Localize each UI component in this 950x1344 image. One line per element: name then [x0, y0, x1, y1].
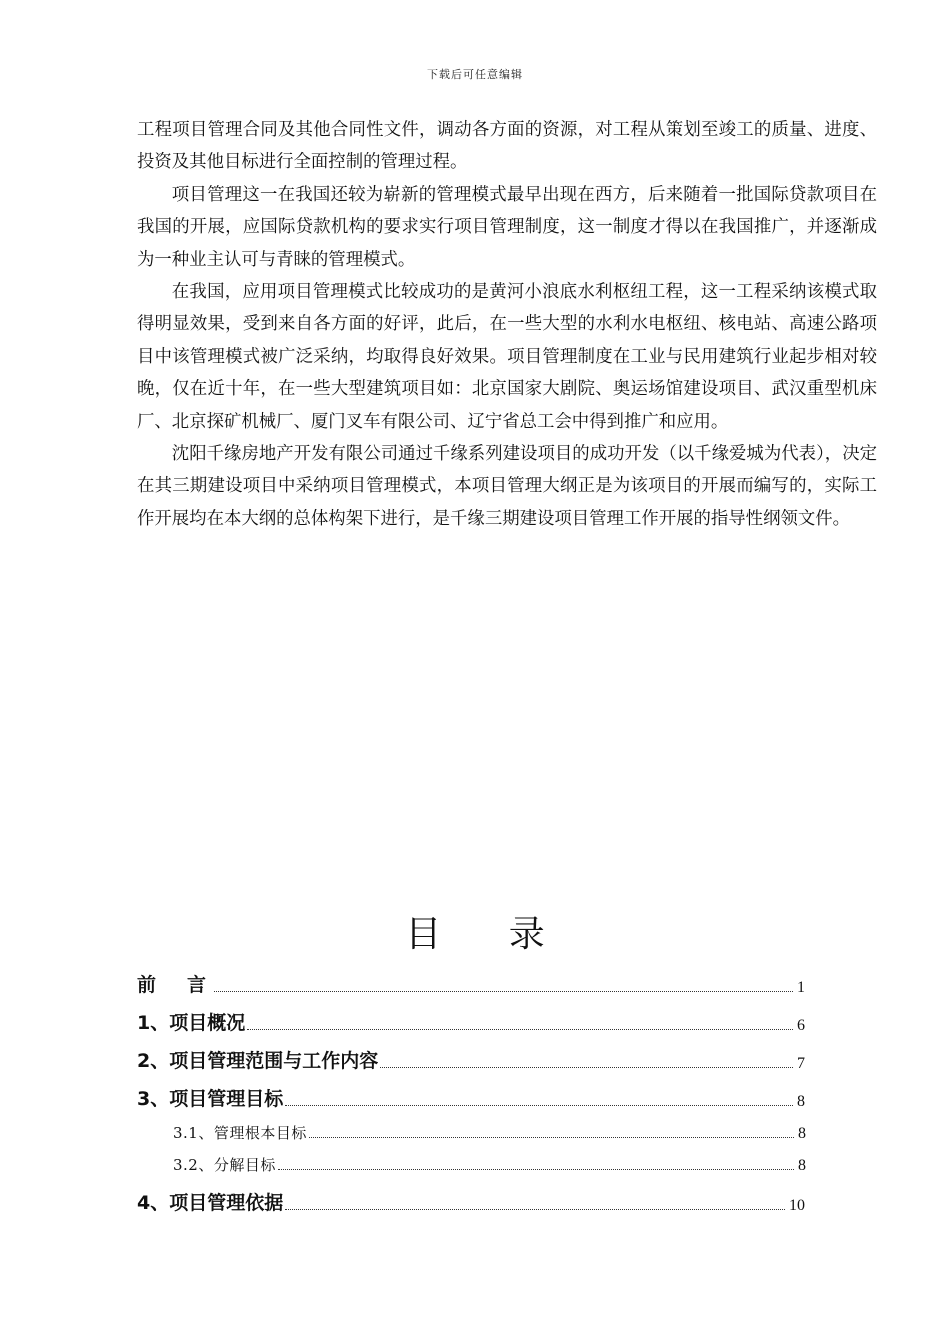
toc-leader-dots — [309, 1137, 794, 1138]
toc-title: 目 录 — [405, 914, 573, 955]
toc-entry-label: 1、项目概况 — [137, 1012, 246, 1034]
toc-entry-breakdown-goals[interactable] — [173, 1154, 806, 1175]
paragraph-continuation: 工程项目管理合同及其他合同性文件，调动各方面的资源，对工程从策划至竣工的质量、进度、投资及其他目标进行全面控制的管理过程。 — [137, 120, 877, 173]
toc-page-number: 10 — [789, 1197, 805, 1214]
toc-leader-dots — [214, 991, 793, 992]
toc-entry-label: 4、项目管理依据 — [137, 1192, 284, 1214]
toc-entry-basic-goals[interactable] — [173, 1122, 806, 1143]
toc-page-number: 1 — [797, 979, 805, 996]
toc-page-number: 7 — [797, 1055, 805, 1072]
toc-leader-dots — [247, 1029, 793, 1030]
toc-entry-overview[interactable] — [137, 1008, 805, 1035]
paragraph: 在我国，应用项目管理模式比较成功的是黄河小浪底水利枢纽工程，这一工程采纳该模式取得明显效果，受到来自各方面的好评，此后，在一些大型的水利水电枢纽、核电站、高速公路项目中该管理模式被广泛采纳，均取得良好效果。项目管理制度在工业与民用建筑行业起步相对较晚，仅在近十年，在一些大型建筑项目如：北京国家大剧院、奥运场馆建设项目、武汉重型机床厂、北京探矿机械厂、厦门叉车有限公司、辽宁省总工会中得到推广和应用。 — [137, 282, 877, 432]
toc-entry-basis[interactable] — [137, 1188, 805, 1215]
toc-entry-label: 3.2、分解目标 — [173, 1156, 276, 1174]
body-text — [137, 114, 877, 535]
toc-entry-preface[interactable] — [137, 970, 805, 997]
toc-page-number: 8 — [798, 1125, 806, 1142]
toc-leader-dots — [285, 1209, 785, 1210]
toc-entry-label: 3.1、管理根本目标 — [173, 1124, 307, 1142]
paragraph: 项目管理这一在我国还较为崭新的管理模式最早出现在西方，后来随着一批国际贷款项目在我国的开展，应国际贷款机构的要求实行项目管理制度，这一制度才得以在我国推广，并逐渐成为一种业主认可与青睐的管理模式。 — [137, 184, 877, 270]
toc-entry-label: 2、项目管理范围与工作内容 — [137, 1050, 379, 1072]
paragraph: 沈阳千缘房地产开发有限公司通过千缘系列建设项目的成功开发（以千缘爱城为代表），决定在其三期建设项目中采纳项目管理模式，本项目管理大纲正是为该项目的开展而编写的，实际工作开展均在本大纲的总体构架下进行，是千缘三期建设项目管理工作开展的指导性纲领文件。 — [137, 444, 877, 529]
toc-page-number: 6 — [797, 1017, 805, 1034]
toc-leader-dots — [278, 1169, 794, 1170]
toc-entry-label: 3、项目管理目标 — [137, 1088, 284, 1110]
toc-leader-dots — [380, 1067, 793, 1068]
toc-entry-goals[interactable] — [137, 1084, 805, 1111]
page-header-note: 下载后可任意编辑 — [427, 68, 523, 81]
toc-leader-dots — [285, 1105, 793, 1106]
toc-entry-scope[interactable] — [137, 1046, 805, 1073]
toc-entry-label: 前 言 — [137, 974, 213, 996]
toc-page-number: 8 — [797, 1093, 805, 1110]
toc-page-number: 8 — [798, 1157, 806, 1174]
